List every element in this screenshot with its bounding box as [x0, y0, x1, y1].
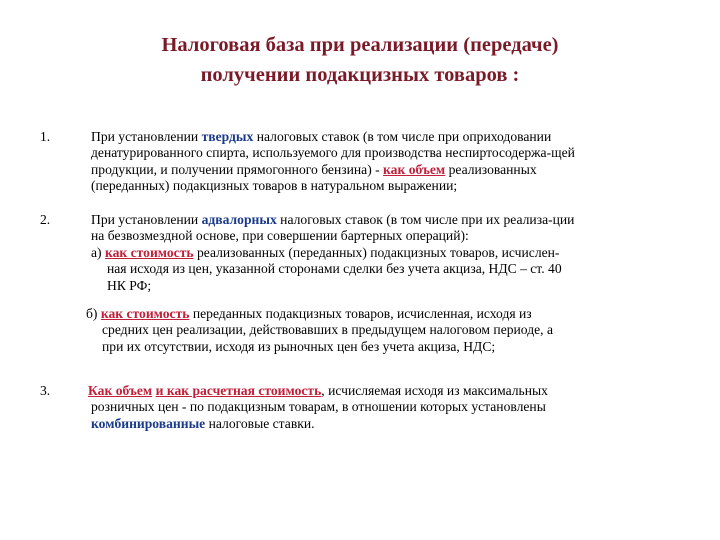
highlight-kombinirovannye: комбинированные	[91, 415, 206, 431]
item-2a-line-1	[91, 245, 574, 261]
item-1-line-3	[91, 162, 575, 178]
item-2-text	[91, 212, 574, 294]
item-2b-text	[86, 306, 553, 355]
text-run: налоговые ставки.	[205, 415, 315, 431]
item-3-line-3	[88, 416, 548, 432]
item-3-number: 3.	[40, 383, 51, 398]
item-3-text	[88, 383, 548, 432]
item-2a-line-3: НК РФ;	[107, 277, 152, 293]
text-run: , исчисляемая исходя из максимальных	[321, 383, 548, 398]
slide-title	[0, 30, 720, 90]
highlight-kak-stoimost-a: как стоимость	[104, 244, 194, 260]
item-2b-line-3: при их отсутствии, исходя из рыночных цен без учета акциза, НДС;	[102, 338, 496, 354]
item-1-text	[91, 129, 575, 195]
item-2b-line-1	[86, 306, 553, 322]
text-run: переданных подакцизных товаров, исчисленная, исходя из	[189, 306, 532, 321]
text-run: продукции, и получении прямогонного бензина) -	[91, 161, 384, 177]
item-2b-line-2: средних цен реализации, действовавших в предыдущем налоговом периоде, а	[102, 322, 553, 338]
item-2-line-1	[91, 212, 574, 228]
item-1-number: 1.	[40, 129, 51, 144]
text-run: налоговых ставок (в том числе при оприходовании	[253, 129, 552, 144]
item-1-line-2: денатурированного спирта, используемого для производства неспиртосодержа-щей	[91, 145, 575, 161]
text-run: а)	[91, 244, 105, 260]
item-3-line-2: розничных цен - по подакцизным товарам, в отношении которых установлены	[91, 399, 546, 415]
item-1-line-4: (переданных) подакцизных товаров в натуральном выражении;	[91, 178, 458, 194]
item-2-line-2: на безвозмездной основе, при совершении бартерных операций):	[91, 228, 469, 244]
highlight-advalornykh: адвалорных	[201, 212, 277, 227]
highlight-kak-obem-3: Как объем	[88, 383, 153, 398]
text-run: При установлении	[91, 212, 202, 227]
text-run: б)	[86, 306, 101, 321]
text-run: При установлении	[91, 129, 202, 144]
item-2-number: 2.	[40, 212, 51, 227]
text-run: реализованных	[445, 161, 537, 177]
item-3-line-1	[88, 383, 548, 399]
highlight-raschetnaya-stoimost: и как расчетная стоимость	[155, 383, 322, 398]
item-2a-line-2: ная исходя из цен, указанной сторонами сделки без учета акциза, НДС – ст. 40	[107, 261, 562, 277]
item-1-line-1	[91, 129, 575, 145]
text-run: налоговых ставок (в том числе при их реализа-ции	[276, 212, 575, 227]
highlight-kak-stoimost-b: как стоимость	[100, 306, 190, 321]
text-run: реализованных (переданных) подакцизных товаров, исчислен-	[193, 244, 560, 260]
highlight-kak-obem: как объем	[383, 161, 446, 177]
title-line-1: Налоговая база при реализации (передаче)	[161, 34, 559, 56]
title-line-2: получении подакцизных товаров :	[200, 64, 520, 86]
highlight-tverdykh: твердых	[201, 129, 254, 144]
